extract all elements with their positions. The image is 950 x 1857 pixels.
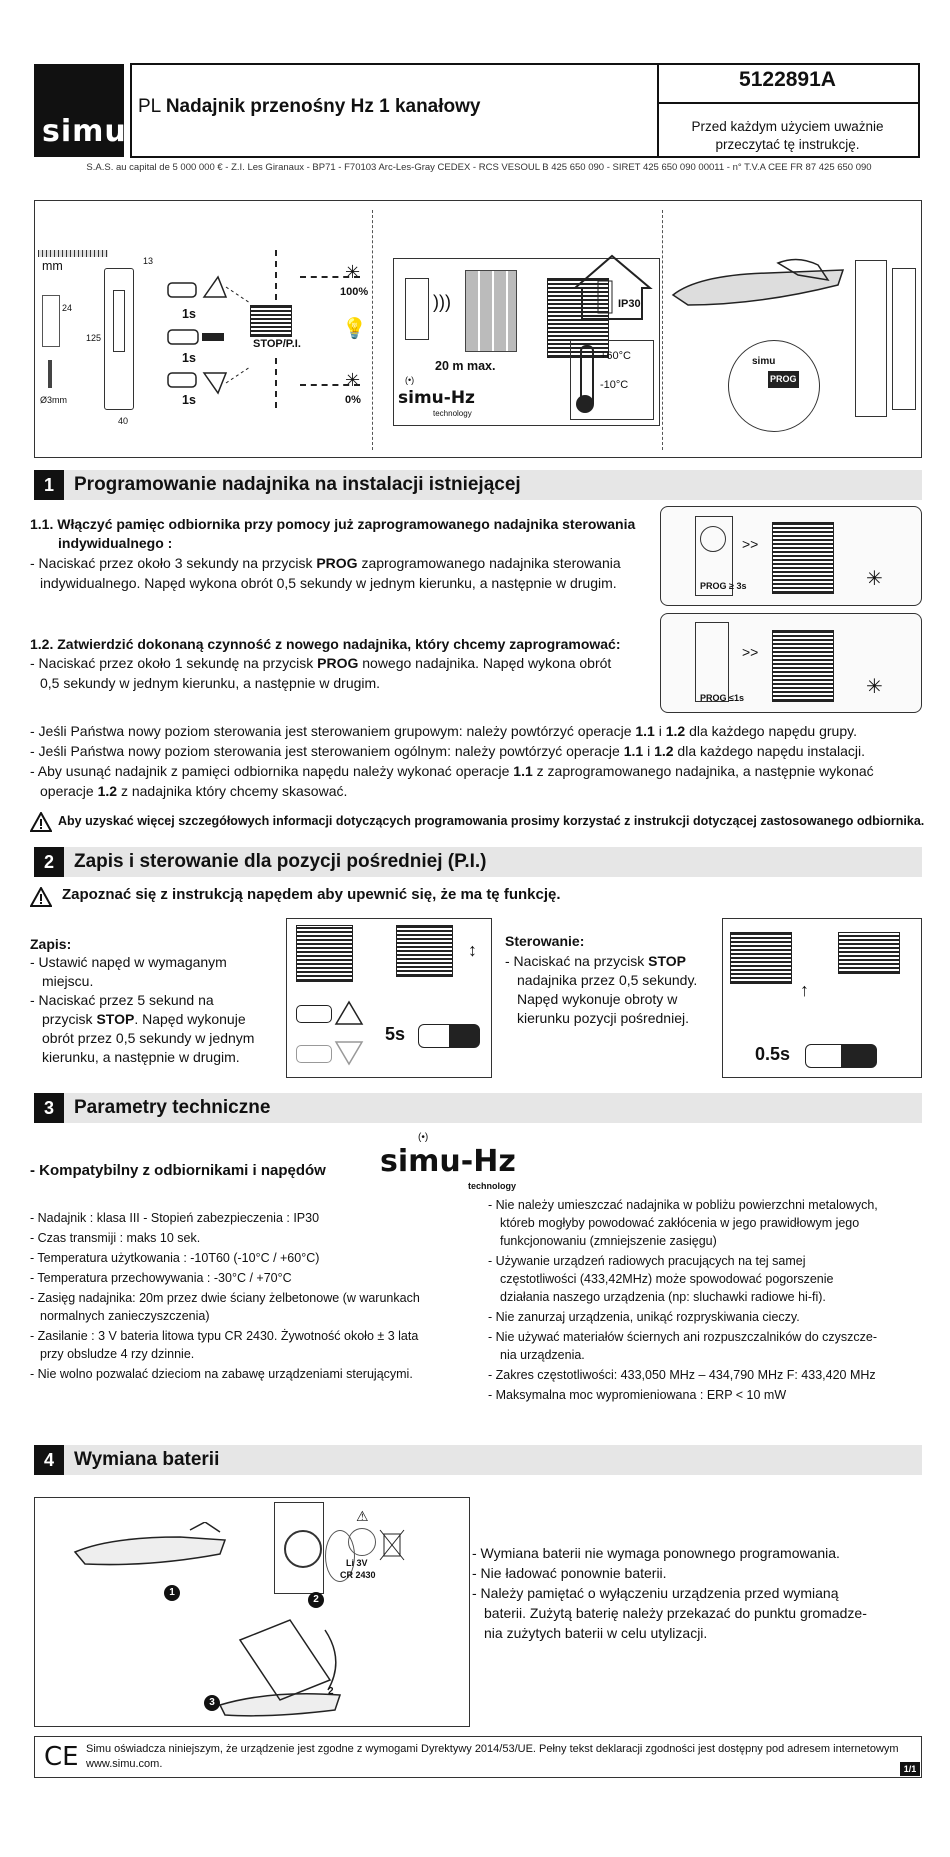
figure-label: PROG ≤1s — [700, 693, 744, 703]
remote-back-icon — [892, 268, 916, 410]
spec-frequency: - Zakres częstotliwości: 433,050 MHz – 434,790 MHz F: 433,420 MHz — [488, 1368, 876, 1382]
ce-mark: CE — [44, 1742, 79, 1772]
zapis-text: kierunku, a następnie w drugim. — [42, 1049, 240, 1065]
spec-range-cont: normalnych zanieczyszczenia) — [40, 1309, 210, 1323]
simu-hz-logo: simu-Hz — [380, 1144, 516, 1179]
shutter-icon — [730, 932, 792, 984]
bullet-general: - Jeśli Państwa nowy poziom sterowania jest sterowaniem ogólnym: należy powtórzyć operacje 1.1 i 1.2 dla każdego napędu instalacji. — [30, 743, 866, 759]
stop-label: STOP/P.I. — [253, 338, 301, 350]
prog-dial-icon — [700, 526, 726, 552]
sterowanie-text: - Naciskać na przycisk STOP — [505, 953, 687, 969]
spec-metal: - Nie należy umieszczać nadajnika w pobliżu powierzchni metalowych, — [488, 1198, 878, 1212]
duration-label: 0.5s — [755, 1044, 791, 1064]
spec-interference-cont: częstotliwości (433,42MHz) może spowodować pogorszenie — [500, 1272, 834, 1286]
shutter-icon — [250, 305, 292, 337]
function-warning: Zapoznać się z instrukcją napędem aby upewnić się, że ma tę funkcję. — [62, 886, 561, 903]
unit-label: mm — [42, 259, 63, 273]
battery-model: CR 2430 — [340, 1570, 376, 1580]
shutter-icon — [296, 925, 353, 982]
warning-icon: ⚠ — [356, 1508, 369, 1524]
stop-hand-icon — [805, 1044, 877, 1068]
spec-interference: - Używanie urządzeń radiowych pracujących na tej samej — [488, 1254, 806, 1268]
wall-holder-icon — [42, 295, 60, 347]
sterowanie-text: nadajnika przez 0,5 sekundy. — [517, 972, 698, 988]
declaration-text: Simu oświadcza niniejszym, że urządzenie jest zgodne z wymogami Dyrektywy 2014/53/UE. Pełny tekst deklaracji zgodności jest dostępny pod adresem internetowym www.simu.com. — [86, 1743, 899, 1770]
step-number: 2 — [308, 1592, 324, 1608]
step-1-2-heading: 1.2. Zatwierdzić dokonaną czynność z nowego nadajnika, który chcemy zaprogramować: — [30, 636, 621, 652]
legal-line: S.A.S. au capital de 5 000 000 € - Z.I. Les Giranaux - BP71 - F70103 Arc-Les-Gray CEDEX - RCS VESOUL B 425 650 090 - SIRET 425 650 090 00011 - n° T.V.A CEE FR 87 425 650 090 — [86, 162, 872, 173]
battery-symbol-icon — [348, 1528, 376, 1556]
section-2-header: 2 Zapis i sterowanie dla pozycji pośredniej (P.I.) — [34, 847, 922, 877]
step-number: 3 — [204, 1695, 220, 1711]
reading-notice: Przed każdym użyciem uważnie przeczytać tę instrukcję. — [691, 119, 884, 152]
section-4-header: 4 Wymiana baterii — [34, 1445, 922, 1475]
bullet-delete-cont: operacje 1.2 z nadajnika który chcemy skasować. — [40, 783, 348, 799]
remote-icon — [405, 278, 429, 340]
radio-waves-icon: ))) — [433, 292, 451, 312]
light-rays-icon: ✳ — [345, 262, 361, 282]
temp-max: +60°C — [600, 350, 632, 362]
wall-icon — [465, 270, 517, 352]
figure-divider — [662, 210, 663, 450]
sterowanie-text: kierunku pozycji pośredniej. — [517, 1010, 689, 1026]
weee-bin-icon — [378, 1528, 406, 1562]
up-down-arrow-icon: ↕ — [468, 940, 477, 960]
zapis-text: - Ustawić napęd w wymaganym — [30, 954, 227, 970]
down-button-icon — [334, 1040, 364, 1066]
shutter-icon — [772, 630, 834, 702]
spec-metal-cont: któreb mogłyby powodować zakłócenia w jego prawidłowym jego — [500, 1216, 860, 1230]
spec-storage-temp: - Temperatura przechowywania : -30°C / +70°C — [30, 1271, 292, 1285]
label-brand: simu — [752, 356, 776, 367]
battery-text: - Wymiana baterii nie wymaga ponownego programowania. — [472, 1545, 840, 1561]
thermometer-bulb-icon — [576, 395, 594, 413]
light-rays-icon: ✳ — [345, 370, 361, 390]
battery-text: nia zużytych baterii w celu utylizacji. — [484, 1625, 708, 1641]
prog-button-label: PROG — [768, 371, 799, 388]
spec-children: - Nie wolno pozwalać dzieciom na zabawę urządzeniami sterującymi. — [30, 1367, 413, 1381]
sterowanie-heading: Sterowanie: — [505, 933, 585, 949]
temp-min: -10°C — [600, 379, 629, 391]
zapis-heading: Zapis: — [30, 936, 72, 952]
dim-label: 13 — [143, 256, 154, 266]
ip-rating: IP30 — [618, 298, 641, 310]
sterowanie-text: Napęd wykonuje obroty w — [517, 991, 678, 1007]
arrow-icon: >> — [742, 536, 759, 552]
step-1-1-text-cont: indywidualnego. Napęd wykona obrót 0,5 sekundy w jednym kierunku, a następnie w drugim. — [40, 575, 617, 591]
spec-interference-cont: działania naszego urządzenia (np: sluchawki radiowe hi-fi). — [500, 1290, 826, 1304]
bullet-delete: - Aby usunąć nadajnik z pamięci odbiornika napędu należy wykonać operacje 1.1 z zaprogramowanego nadajnika, a następnie wykonać — [30, 763, 874, 779]
spec-class: - Nadajnik : klasa III - Stopień zabezpieczenia : IP30 — [30, 1211, 320, 1225]
spec-range: - Zasięg nadajnika: 20m przez dwie ściany żelbetonowe (w warunkach — [30, 1291, 420, 1305]
zapis-text: - Naciskać przez 5 sekund na — [30, 992, 214, 1008]
press-duration: 1s — [182, 307, 196, 321]
programming-warning: Aby uzyskać więcej szczegółowych informacji dotyczących programowania prosimy korzystać z instrukcji dotyczącej zastosowanego odbiornika. — [58, 814, 925, 828]
step-1-1-text: - Naciskać przez około 3 sekundy na przycisk PROG zaprogramowanego nadajnika sterowania — [30, 555, 621, 571]
zapis-text: miejscu. — [42, 973, 94, 989]
screw-size: Ø3mm — [40, 395, 67, 405]
battery-text: - Nie ładować ponownie baterii. — [472, 1565, 667, 1581]
spec-water: - Nie zanurzaj urządzenia, unikąć rozpryskiwania cieczy. — [488, 1310, 800, 1324]
battery-icon — [284, 1530, 322, 1568]
section-1-header: 1 Programowanie nadajnika na instalacji istniejącej — [34, 470, 922, 500]
screw-icon — [48, 360, 52, 388]
up-button-icon — [334, 1000, 364, 1026]
dim-label: 40 — [118, 416, 129, 426]
spec-power-cont: przy obsludze 4 rzy dzinnie. — [40, 1347, 195, 1361]
step-1-2-text: - Naciskać przez około 1 sekundę na przycisk PROG nowego nadajnika. Napęd wykona obrót — [30, 655, 612, 671]
zapis-text: obrót przez 0,5 sekundy w jednym — [42, 1030, 255, 1046]
position-label: 100% — [340, 286, 369, 298]
simu-hz-logo: simu-Hz — [398, 388, 475, 408]
spec-cleaning-cont: nia urządzenia. — [500, 1348, 585, 1362]
zapis-text: przycisk STOP. Napęd wykonuje — [42, 1011, 246, 1027]
step-1-1-heading: 1.1. Włączyć pamięc odbiornika przy pomocy już zaprogramowanego nadajnika sterowania — [30, 516, 636, 532]
step-1-2-text-cont: 0,5 sekundy w jednym kierunku, a następnie w drugim. — [40, 675, 381, 691]
warning-icon — [30, 812, 52, 832]
bulb-icon: 💡 — [342, 318, 367, 340]
compatibility-text: - Kompatybilny z odbiornikami i napędów — [30, 1162, 326, 1179]
light-rays-icon: ✳ — [866, 568, 883, 590]
page-number: 1/1 — [900, 1762, 920, 1776]
remote-closing-icon — [210, 1610, 350, 1720]
dim-label: 24 — [62, 303, 73, 313]
house-icon — [570, 253, 655, 323]
brand-sub: technology — [468, 1181, 517, 1191]
press-duration: 1s — [182, 351, 196, 365]
battery-text: - Należy pamiętać o wyłączeniu urządzenia przed wymianą — [472, 1585, 839, 1601]
arrow-number: 2 — [328, 1686, 334, 1697]
duration-label: 5s — [385, 1024, 406, 1044]
range-label: 20 m max. — [435, 359, 496, 373]
spec-power-output: - Maksymalna moc wypromieniowana : ERP < 10 mW — [488, 1388, 787, 1402]
step-number: 1 — [164, 1585, 180, 1601]
hand-icon — [296, 1005, 332, 1023]
ruler-icon — [38, 250, 108, 257]
light-rays-icon: ✳ — [866, 676, 883, 698]
section-3-header: 3 Parametry techniczne — [34, 1093, 922, 1123]
signal-icon: (•) — [405, 375, 415, 385]
simu-logo: simu — [34, 64, 124, 157]
bullet-group: - Jeśli Państwa nowy poziom sterowania jest sterowaniem grupowym: należy powtórzyć operacje 1.1 i 1.2 dla każdego napędu grupy. — [30, 723, 857, 739]
spec-metal-cont: funkcjonowaniu (zmniejszenie zasięgu) — [500, 1234, 717, 1248]
remote-front-icon — [855, 260, 887, 417]
shutter-icon — [772, 522, 834, 594]
figure-label: PROG ≥ 3s — [700, 581, 747, 591]
battery-text: baterii. Zużytą baterię należy przekazać do punktu gromadze- — [484, 1605, 867, 1621]
dim-label: 125 — [86, 333, 102, 343]
position-label: 0% — [345, 394, 361, 406]
figure-divider — [372, 210, 373, 450]
page-title: PL Nadajnik przenośny Hz 1 kanałowy — [138, 96, 481, 117]
stop-hand-icon — [418, 1024, 480, 1048]
document-number: 5122891A — [739, 68, 836, 91]
press-duration: 1s — [182, 393, 196, 407]
spec-transmission: - Czas transmiji : maks 10 sek. — [30, 1231, 201, 1245]
shutter-icon — [838, 932, 900, 974]
spec-cleaning: - Nie używać materiałów ściernych ani rozpuszczalników do czyszcze- — [488, 1330, 878, 1344]
battery-type: Li 3V — [346, 1558, 368, 1568]
remote-buttons-icon — [113, 290, 125, 352]
spec-power: - Zasilanie : 3 V bateria litowa typu CR 2430. Żywotność około ± 3 lata — [30, 1329, 419, 1343]
step-1-1-heading-cont: indywidualnego : — [58, 535, 173, 551]
hand-icon — [296, 1045, 332, 1063]
arrow-icon: >> — [742, 644, 759, 660]
shutter-icon — [396, 925, 453, 977]
up-arrow-icon: ↑ — [800, 980, 809, 1000]
down-arrow-icon — [275, 358, 279, 408]
warning-icon — [30, 887, 52, 907]
remote-open-icon — [70, 1522, 230, 1582]
up-arrow-icon — [275, 250, 279, 300]
signal-icon: (•) — [418, 1132, 429, 1143]
brand-sub: technology — [433, 409, 472, 418]
remote-in-hand-icon — [668, 255, 848, 325]
spec-operating-temp: - Temperatura użytkowania : -10T60 (-10°C / +60°C) — [30, 1251, 320, 1265]
